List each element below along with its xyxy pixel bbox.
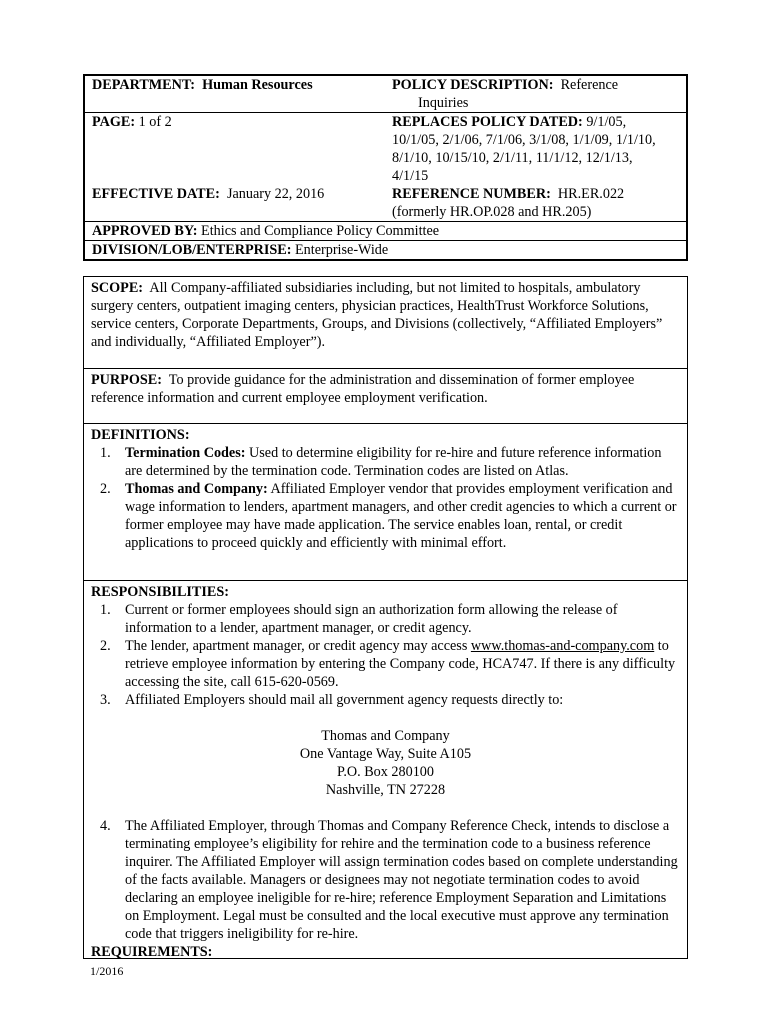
responsibility-text: Current or former employees should sign an authorization form allowing the release of information to a lender, apartment manager, or credit agency. (125, 602, 618, 636)
page-label: PAGE: (92, 114, 136, 130)
effective-date-cell (84, 185, 385, 222)
definitions-section (84, 424, 687, 581)
department-label: DEPARTMENT: (92, 77, 196, 93)
definitions-list (91, 444, 680, 552)
division-value: Enterprise-Wide (295, 242, 389, 258)
address-line: P.O. Box 280100 (337, 764, 434, 780)
approved-by-label: APPROVED BY: (92, 223, 198, 239)
scope-section (84, 277, 687, 369)
address-line: One Vantage Way, Suite A105 (299, 746, 472, 762)
responsibilities-list-cont (91, 817, 680, 943)
definitions-label: DEFINITIONS: (91, 427, 190, 443)
replaces-policy-dates-line4: 4/1/15 (392, 168, 429, 184)
responsibility-text: Affiliated Employers should mail all government agency requests directly to: (125, 692, 564, 708)
department-cell (84, 75, 385, 113)
responsibility-number: 4. (100, 818, 111, 834)
thomas-and-company-link[interactable]: www.thomas-and-company.com (470, 638, 655, 654)
reference-number-value: HR.ER.022 (557, 186, 625, 202)
definition-term: Thomas and Company: (125, 481, 268, 497)
purpose-label: PURPOSE: (91, 372, 162, 388)
department-value: Human Resources (202, 77, 313, 93)
effective-date-value: January 22, 2016 (226, 186, 325, 202)
responsibility-number: 1. (100, 602, 111, 618)
responsibility-text: The lender, apartment manager, or credit agency may access (125, 638, 471, 654)
policy-description-value-cont: Inquiries (418, 95, 469, 111)
address-line: Thomas and Company (321, 728, 450, 744)
responsibility-item (91, 817, 680, 943)
approved-by-cell (84, 222, 687, 241)
address-line: Nashville, TN 27228 (325, 782, 446, 798)
responsibility-item (91, 637, 680, 691)
replaces-policy-dates: 9/1/05, (586, 114, 627, 130)
responsibility-number: 2. (100, 638, 111, 654)
responsibility-item (91, 691, 680, 709)
policy-header-table (83, 74, 688, 261)
replaces-policy-dates-line2: 10/1/05, 2/1/06, 7/1/06, 3/1/08, 1/1/09, 1/1/10, (392, 132, 656, 148)
reference-number-label: REFERENCE NUMBER: (392, 186, 551, 202)
purpose-text: To provide guidance for the administration and dissemination of former employee reference information and current employee employment verification. (91, 372, 635, 406)
policy-description-label: POLICY DESCRIPTION: (392, 77, 554, 93)
replaces-policy-dates-line3: 8/1/10, 10/15/10, 2/1/11, 11/1/12, 12/1/13, (392, 150, 633, 166)
division-cell (84, 241, 687, 261)
responsibility-number: 3. (100, 692, 111, 708)
purpose-section (84, 369, 687, 424)
footer-date: 1/2016 (90, 964, 124, 978)
scope-label: SCOPE: (91, 280, 144, 296)
definition-number: 1. (100, 445, 111, 461)
responsibilities-label: RESPONSIBILITIES: (91, 584, 229, 600)
approved-by-value: Ethics and Compliance Policy Committee (201, 223, 440, 239)
definition-number: 2. (100, 481, 111, 497)
policy-description-value: Reference (560, 77, 619, 93)
page-value: 1 of 2 (138, 114, 172, 130)
definition-item (91, 480, 680, 552)
requirements-label: REQUIREMENTS: (91, 944, 213, 959)
division-label: DIVISION/LOB/ENTERPRISE: (92, 242, 292, 258)
definition-item (91, 444, 680, 480)
reference-number-cell (385, 185, 687, 222)
mailing-address (91, 727, 680, 799)
definition-text: Used to determine eligibility for re-hire and future reference information are determined by the termination code. Termination codes are listed on Atlas. (125, 445, 662, 479)
effective-date-label: EFFECTIVE DATE: (92, 186, 220, 202)
definition-term: Termination Codes: (125, 445, 246, 461)
scope-text: All Company-affiliated subsidiaries including, but not limited to hospitals, ambulatory surgery centers, outpatient imaging centers, physician practices, HealthTrust Workforce Solutions, service centers, Corporate Departments, Groups, and Divisions (collectively, “Affiliated Employers” and individually, “Affiliated Employer”). (91, 280, 663, 350)
page-cell (84, 113, 385, 186)
replaces-policy-label: REPLACES POLICY DATED: (392, 114, 583, 130)
policy-body-box (83, 276, 688, 959)
replaces-policy-cell (385, 113, 687, 186)
responsibility-text-cont: to retrieve employee information by entering the Company code, HCA747. If there is any difficulty accessing the site, call 615-620-0569. (125, 638, 676, 690)
responsibilities-list (91, 601, 680, 709)
policy-description-cell (385, 75, 687, 113)
reference-number-formerly: (formerly HR.OP.028 and HR.205) (392, 204, 592, 220)
responsibility-item (91, 601, 680, 637)
responsibility-text: The Affiliated Employer, through Thomas and Company Reference Check, intends to disclose a terminating employee’s eligibility for rehire and the termination code to a business reference inquirer. The Affiliated Employer will assign termination codes based on complete understanding of the facts available. Managers or designees may not negotiate termination codes to avoid declaring an employee ineligible for re-hire; reference Employment Separation and Limitations on Employment. Legal must be consulted and the local executive must approve any termination code that triggers ineligibility for re-hire. (125, 818, 678, 942)
responsibilities-section (84, 581, 687, 959)
definition-text: Affiliated Employer vendor that provides employment verification and wage information to lenders, apartment managers, and other credit agencies to which a current or former employee may have made application. The service enables loan, rental, or credit applications to proceed quickly and efficiently with minimal effort. (125, 481, 677, 551)
